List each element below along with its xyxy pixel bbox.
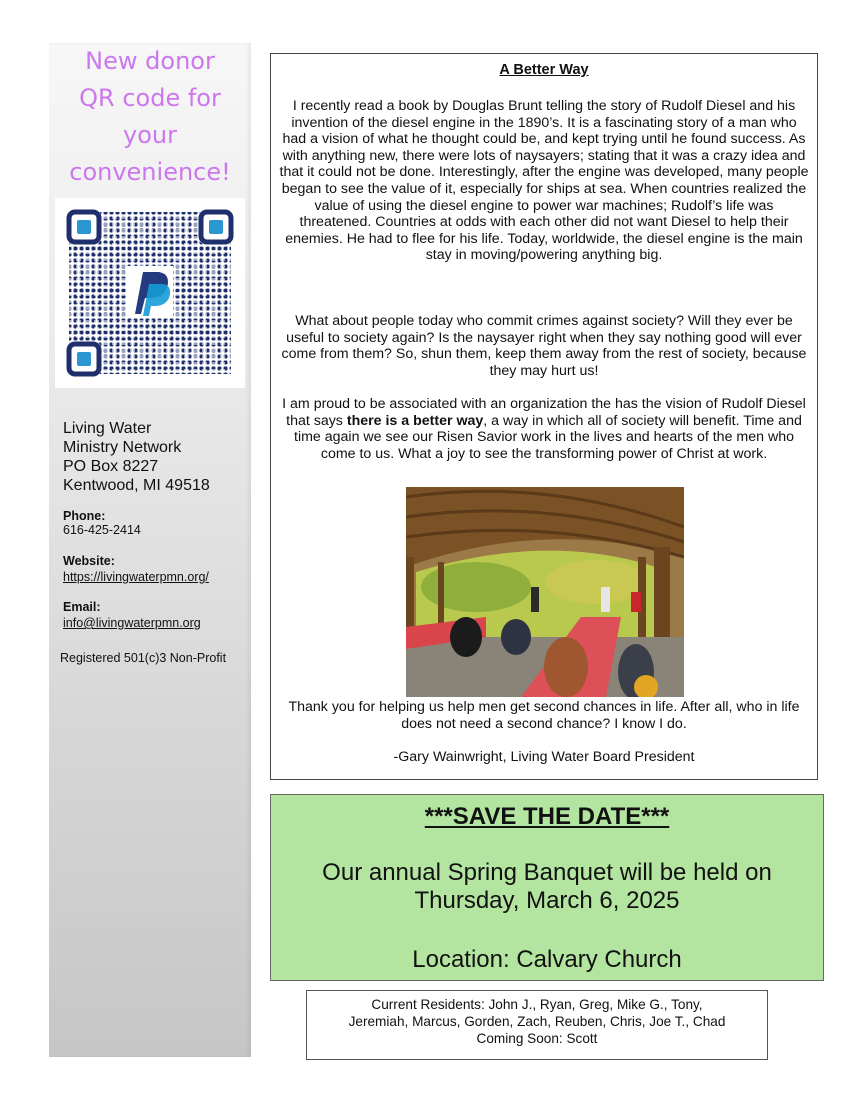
save-the-date-box	[270, 794, 824, 981]
sidebar	[49, 43, 251, 1057]
email-link[interactable]: info@livingwaterpmn.org	[63, 616, 201, 630]
residents-list	[307, 996, 767, 1047]
residents-box	[306, 990, 768, 1060]
text-span: I am proud to be associated with an organization the has the vision of Rudolf Diesel that says	[282, 396, 806, 429]
website-label: Website:	[63, 554, 115, 568]
paypal-qr-code-icon[interactable]	[55, 198, 245, 388]
event-location: Location: Calvary Church	[412, 946, 682, 973]
text-span: , a way in which all of society will benefit. Time and time again we see our Risen Savior work in the lives and hearts of the men who come to us. What a joy to see the transforming power of Christ at work.	[294, 412, 802, 462]
promo-line: QR code for	[79, 84, 221, 112]
emphasis-text: there is a better way	[346, 412, 484, 429]
article-paragraph: I recently read a book by Douglas Brunt telling the story of Rudolf Diesel and his invention of the diesel engine in the 1890’s. It is a fascinating story of a man who had a vision of what he thought could be, and kept trying until he found success. As with anything new, there were lots of naysayers; stating that it was a crazy idea and that it could not be done. Interestingly, after the engine was developed, many people began to see the value of it, especially for ships at sea. When countries realized the value of using the diesel engine to power war machines; Rudolf’s life was threatened. Countries at odds with each other did not want Diesel to help their enemies. He had to flee for his life. Today, worldwide, the diesel engine is the main stay in moving/powering anything big.	[279, 98, 809, 264]
mailing-address	[63, 419, 210, 495]
address-line: Living Water	[63, 420, 152, 437]
address-line: PO Box 8227	[63, 458, 159, 475]
phone-section	[63, 509, 141, 537]
article-paragraph: Thank you for helping us help men get second chances in life. After all, who in life does not need a second chance? I know I do.	[288, 699, 800, 732]
phone-number: 616-425-2414	[63, 523, 141, 537]
email-label: Email:	[63, 600, 101, 614]
email-section	[63, 600, 201, 632]
article-paragraph	[279, 396, 809, 462]
website-section	[63, 554, 209, 586]
promo-line: convenience!	[69, 158, 231, 186]
promo-line: New donor	[85, 47, 215, 75]
save-the-date-title: ***SAVE THE DATE***	[424, 803, 670, 830]
address-line: Ministry Network	[63, 439, 182, 456]
article-paragraph: What about people today who commit crimes against society? Will they ever be useful to society again? Is the naysayer right when they say nothing good will ever come from them? So, shun them, keep them away from the rest of society, because they may hurt us!	[281, 313, 807, 379]
event-description: Our annual Spring Banquet will be held on	[322, 859, 772, 886]
donor-qr-promo	[49, 43, 251, 191]
coming-soon-line: Coming Soon: Scott	[476, 1031, 598, 1046]
article-signature: -Gary Wainwright, Living Water Board President	[393, 749, 695, 765]
phone-label: Phone:	[63, 509, 106, 523]
residents-line: Jeremiah, Marcus, Gorden, Zach, Reuben, Chris, Joe T., Chad	[348, 1014, 726, 1029]
address-line: Kentwood, MI 49518	[63, 477, 210, 494]
website-link[interactable]: https://livingwaterpmn.org/	[63, 570, 209, 584]
article-title: A Better Way	[499, 62, 589, 78]
article-box	[270, 53, 818, 780]
promo-line: your	[123, 121, 177, 149]
pavilion-photo	[406, 487, 684, 697]
event-date: Thursday, March 6, 2025	[414, 887, 680, 914]
nonprofit-status: Registered 501(c)3 Non-Profit	[60, 651, 227, 665]
residents-line: Current Residents: John J., Ryan, Greg, Mike G., Tony,	[371, 997, 703, 1012]
event-details	[271, 859, 823, 915]
